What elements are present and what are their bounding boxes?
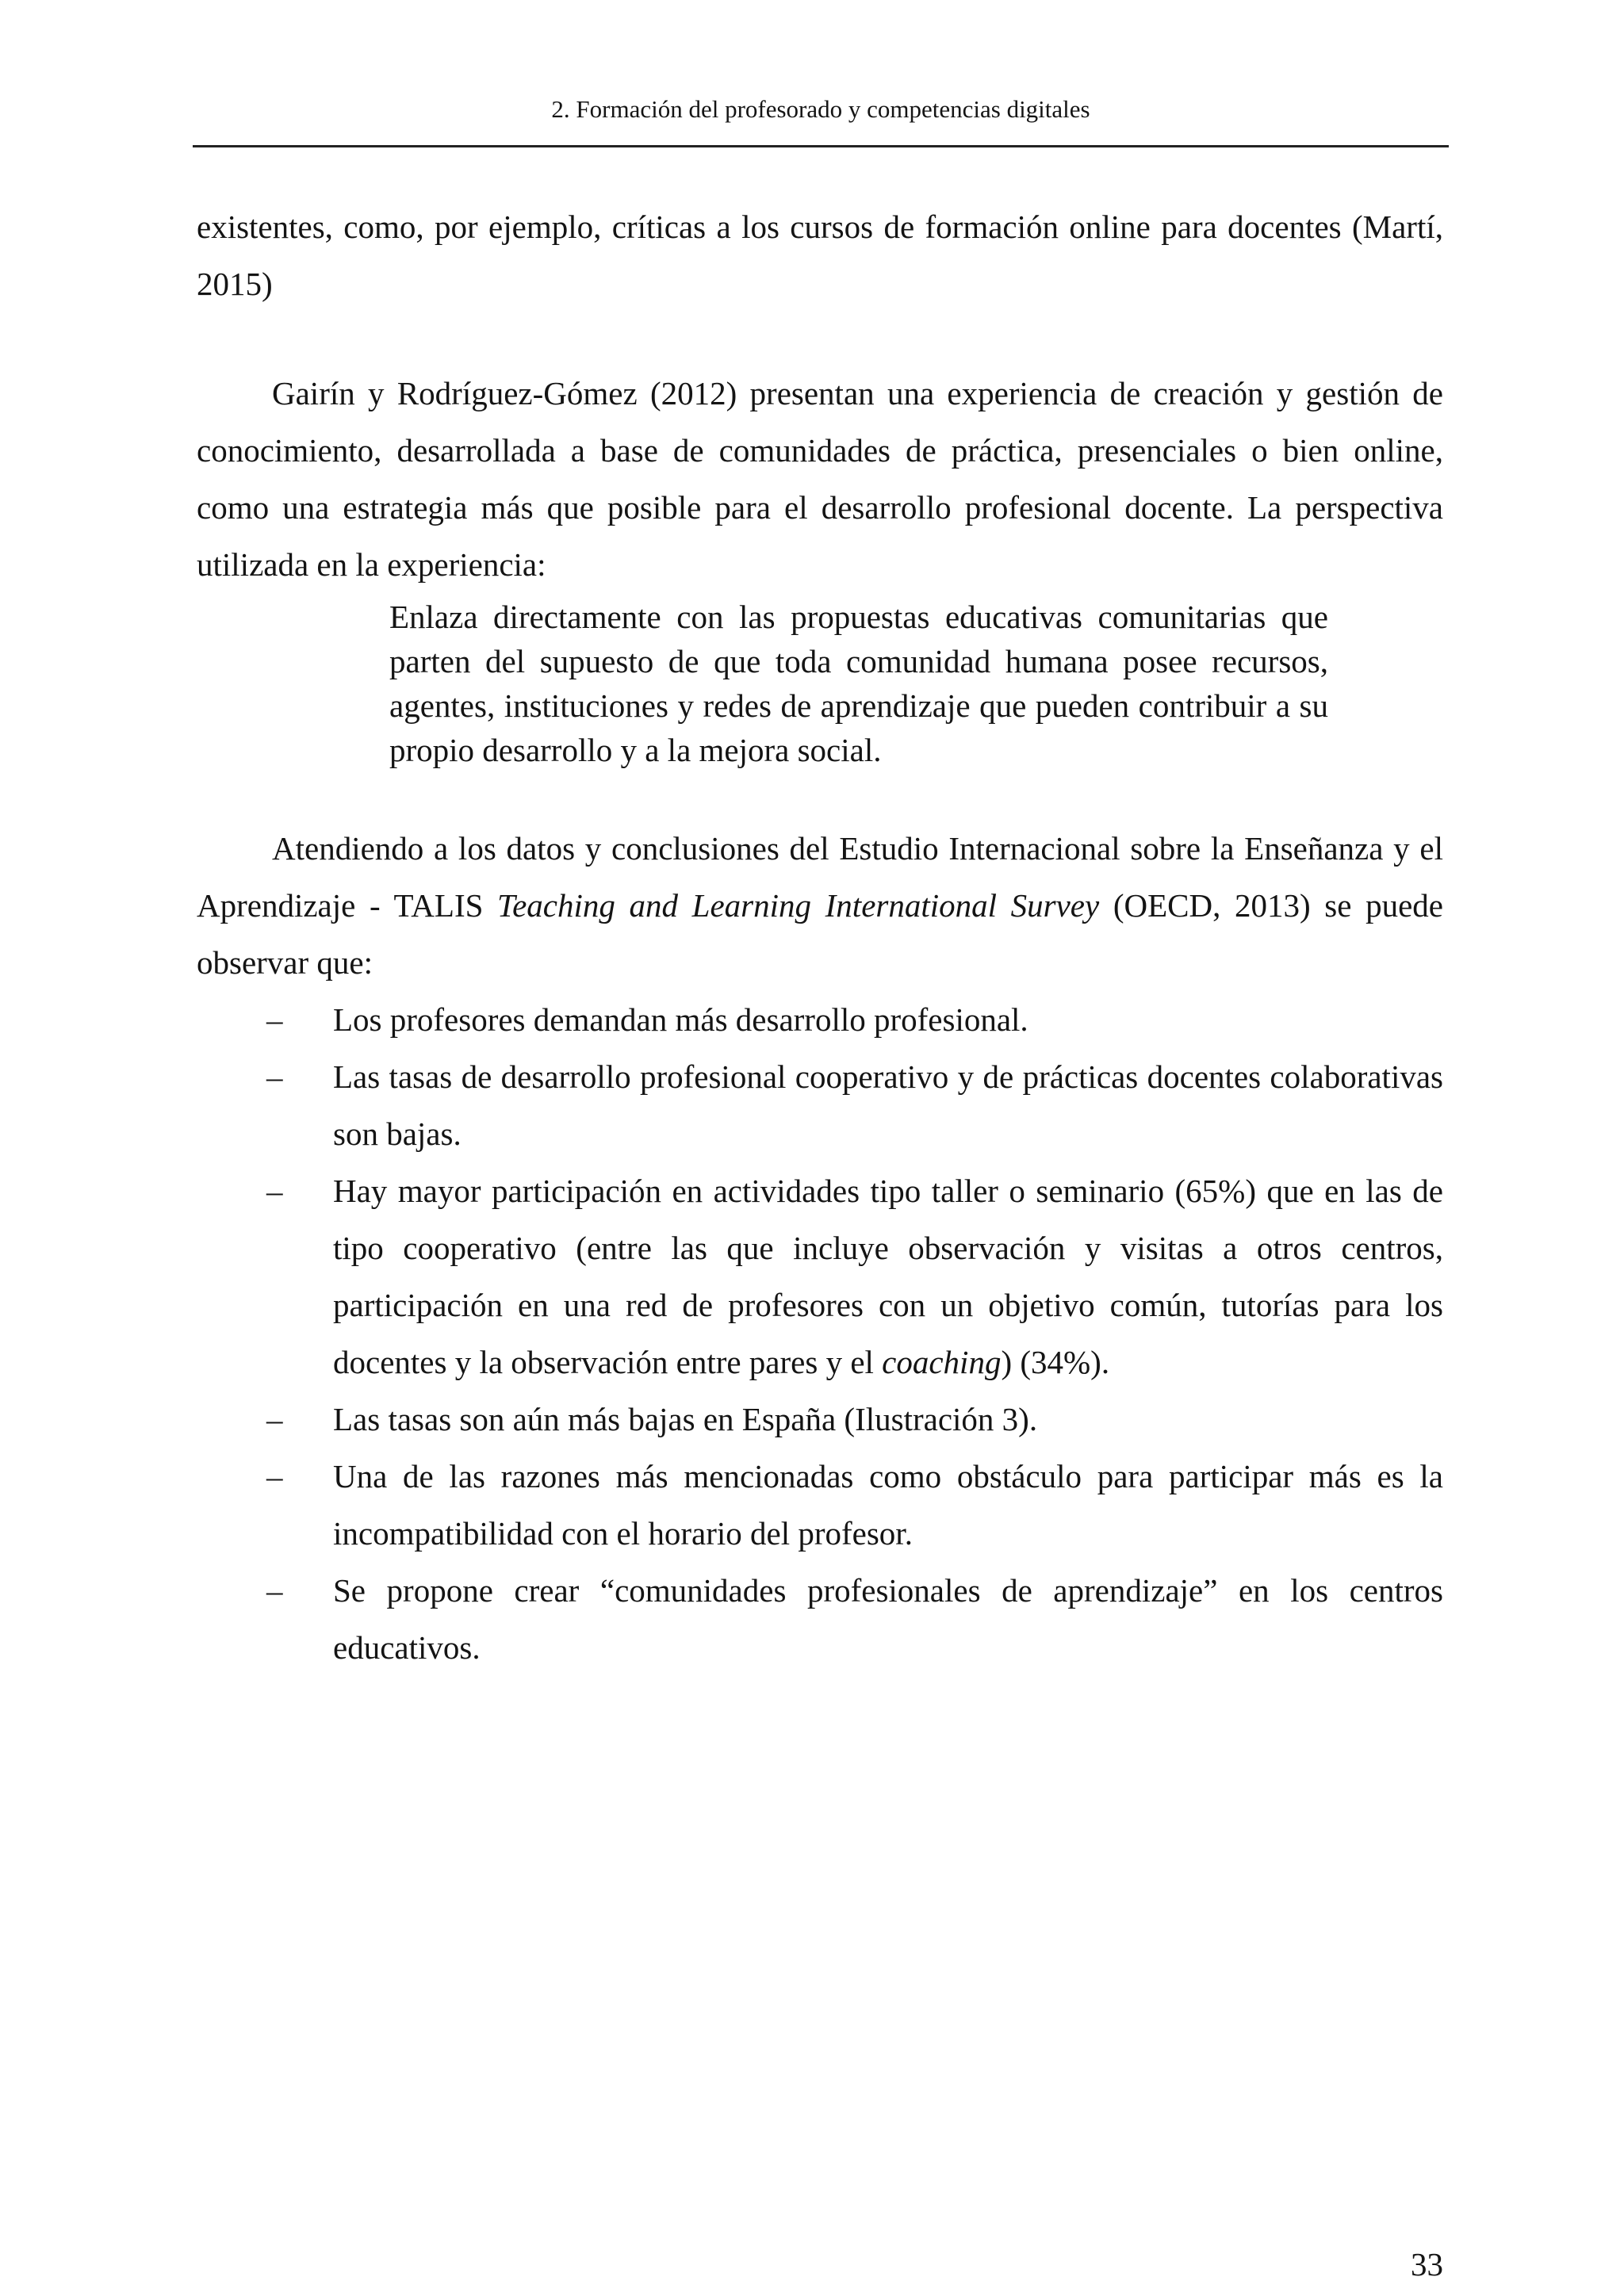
paragraph-talis-text-start: Atendiendo a los datos y conclusiones del Estudio Internacional sobre la Enseñanza y el Aprendizaje - TALIS: [197, 830, 1443, 924]
list-item-text-end: ) (34%).: [1001, 1344, 1110, 1380]
header-divider: [193, 145, 1449, 147]
paragraph-talis-text-end: (OECD, 2013) se puede observar que:: [197, 887, 1444, 981]
list-item-text: Una de las razones más mencionadas como obstáculo para participar más es la incompatibilidad con el horario del profesor.: [333, 1458, 1443, 1552]
list-item: [197, 991, 1443, 1048]
page-number: 33: [1411, 2246, 1443, 2283]
list-item-text: Las tasas son aún más bajas en España (Ilustración 3).: [333, 1401, 1038, 1437]
list-item: [197, 1048, 1443, 1162]
survey-title: Teaching and Learning International Survey: [497, 887, 1100, 924]
list-item-text: [333, 1173, 1443, 1380]
findings-list: [197, 991, 1443, 1676]
list-item: [197, 1448, 1443, 1562]
list-item-text: Los profesores demandan más desarrollo profesional.: [333, 1001, 1028, 1038]
bullet-dash: –: [266, 1173, 283, 1209]
bullet-dash: –: [266, 1401, 283, 1437]
bullet-dash: –: [266, 1572, 283, 1609]
list-item-text-start: Hay mayor participación en actividades tipo taller o seminario (65%) que en las de tipo cooperativo (entre las que incluye observación y visitas a otros centros, participación en una red de profesores con un objetivo común, tutorías para los docentes y la observación entre pares y el: [333, 1173, 1443, 1380]
bullet-dash: –: [266, 1001, 283, 1038]
paragraph-talis: [197, 820, 1443, 991]
running-header: 2. Formación del profesorado y competencias digitales: [551, 95, 1090, 123]
list-item: [197, 1162, 1443, 1391]
list-item-text: Se propone crear “comunidades profesionales de aprendizaje” en los centros educativos.: [333, 1572, 1443, 1666]
list-item: [197, 1562, 1443, 1676]
block-quote: Enlaza directamente con las propuestas educativas comunitarias que parten del supuesto de que toda comunidad humana posee recursos, agentes, instituciones y redes de aprendizaje que pueden contribuir a su propio desarrollo y a la mejora social.: [389, 599, 1328, 768]
coaching-term: coaching: [882, 1344, 1002, 1380]
bullet-dash: –: [266, 1058, 283, 1095]
bullet-dash: –: [266, 1458, 283, 1494]
list-item-text: Las tasas de desarrollo profesional cooperativo y de prácticas docentes colaborativas son bajas.: [333, 1058, 1443, 1152]
paragraph-continuation: existentes, como, por ejemplo, críticas a los cursos de formación online para docentes (Martí, 2015): [197, 209, 1443, 302]
paragraph-gairin: Gairín y Rodríguez-Gómez (2012) presentan una experiencia de creación y gestión de conocimiento, desarrollada a base de comunidades de práctica, presenciales o bien online, como una estrategia más que posible para el desarrollo profesional docente. La perspectiva utilizada en la experiencia:: [197, 375, 1443, 583]
list-item: [197, 1391, 1443, 1448]
